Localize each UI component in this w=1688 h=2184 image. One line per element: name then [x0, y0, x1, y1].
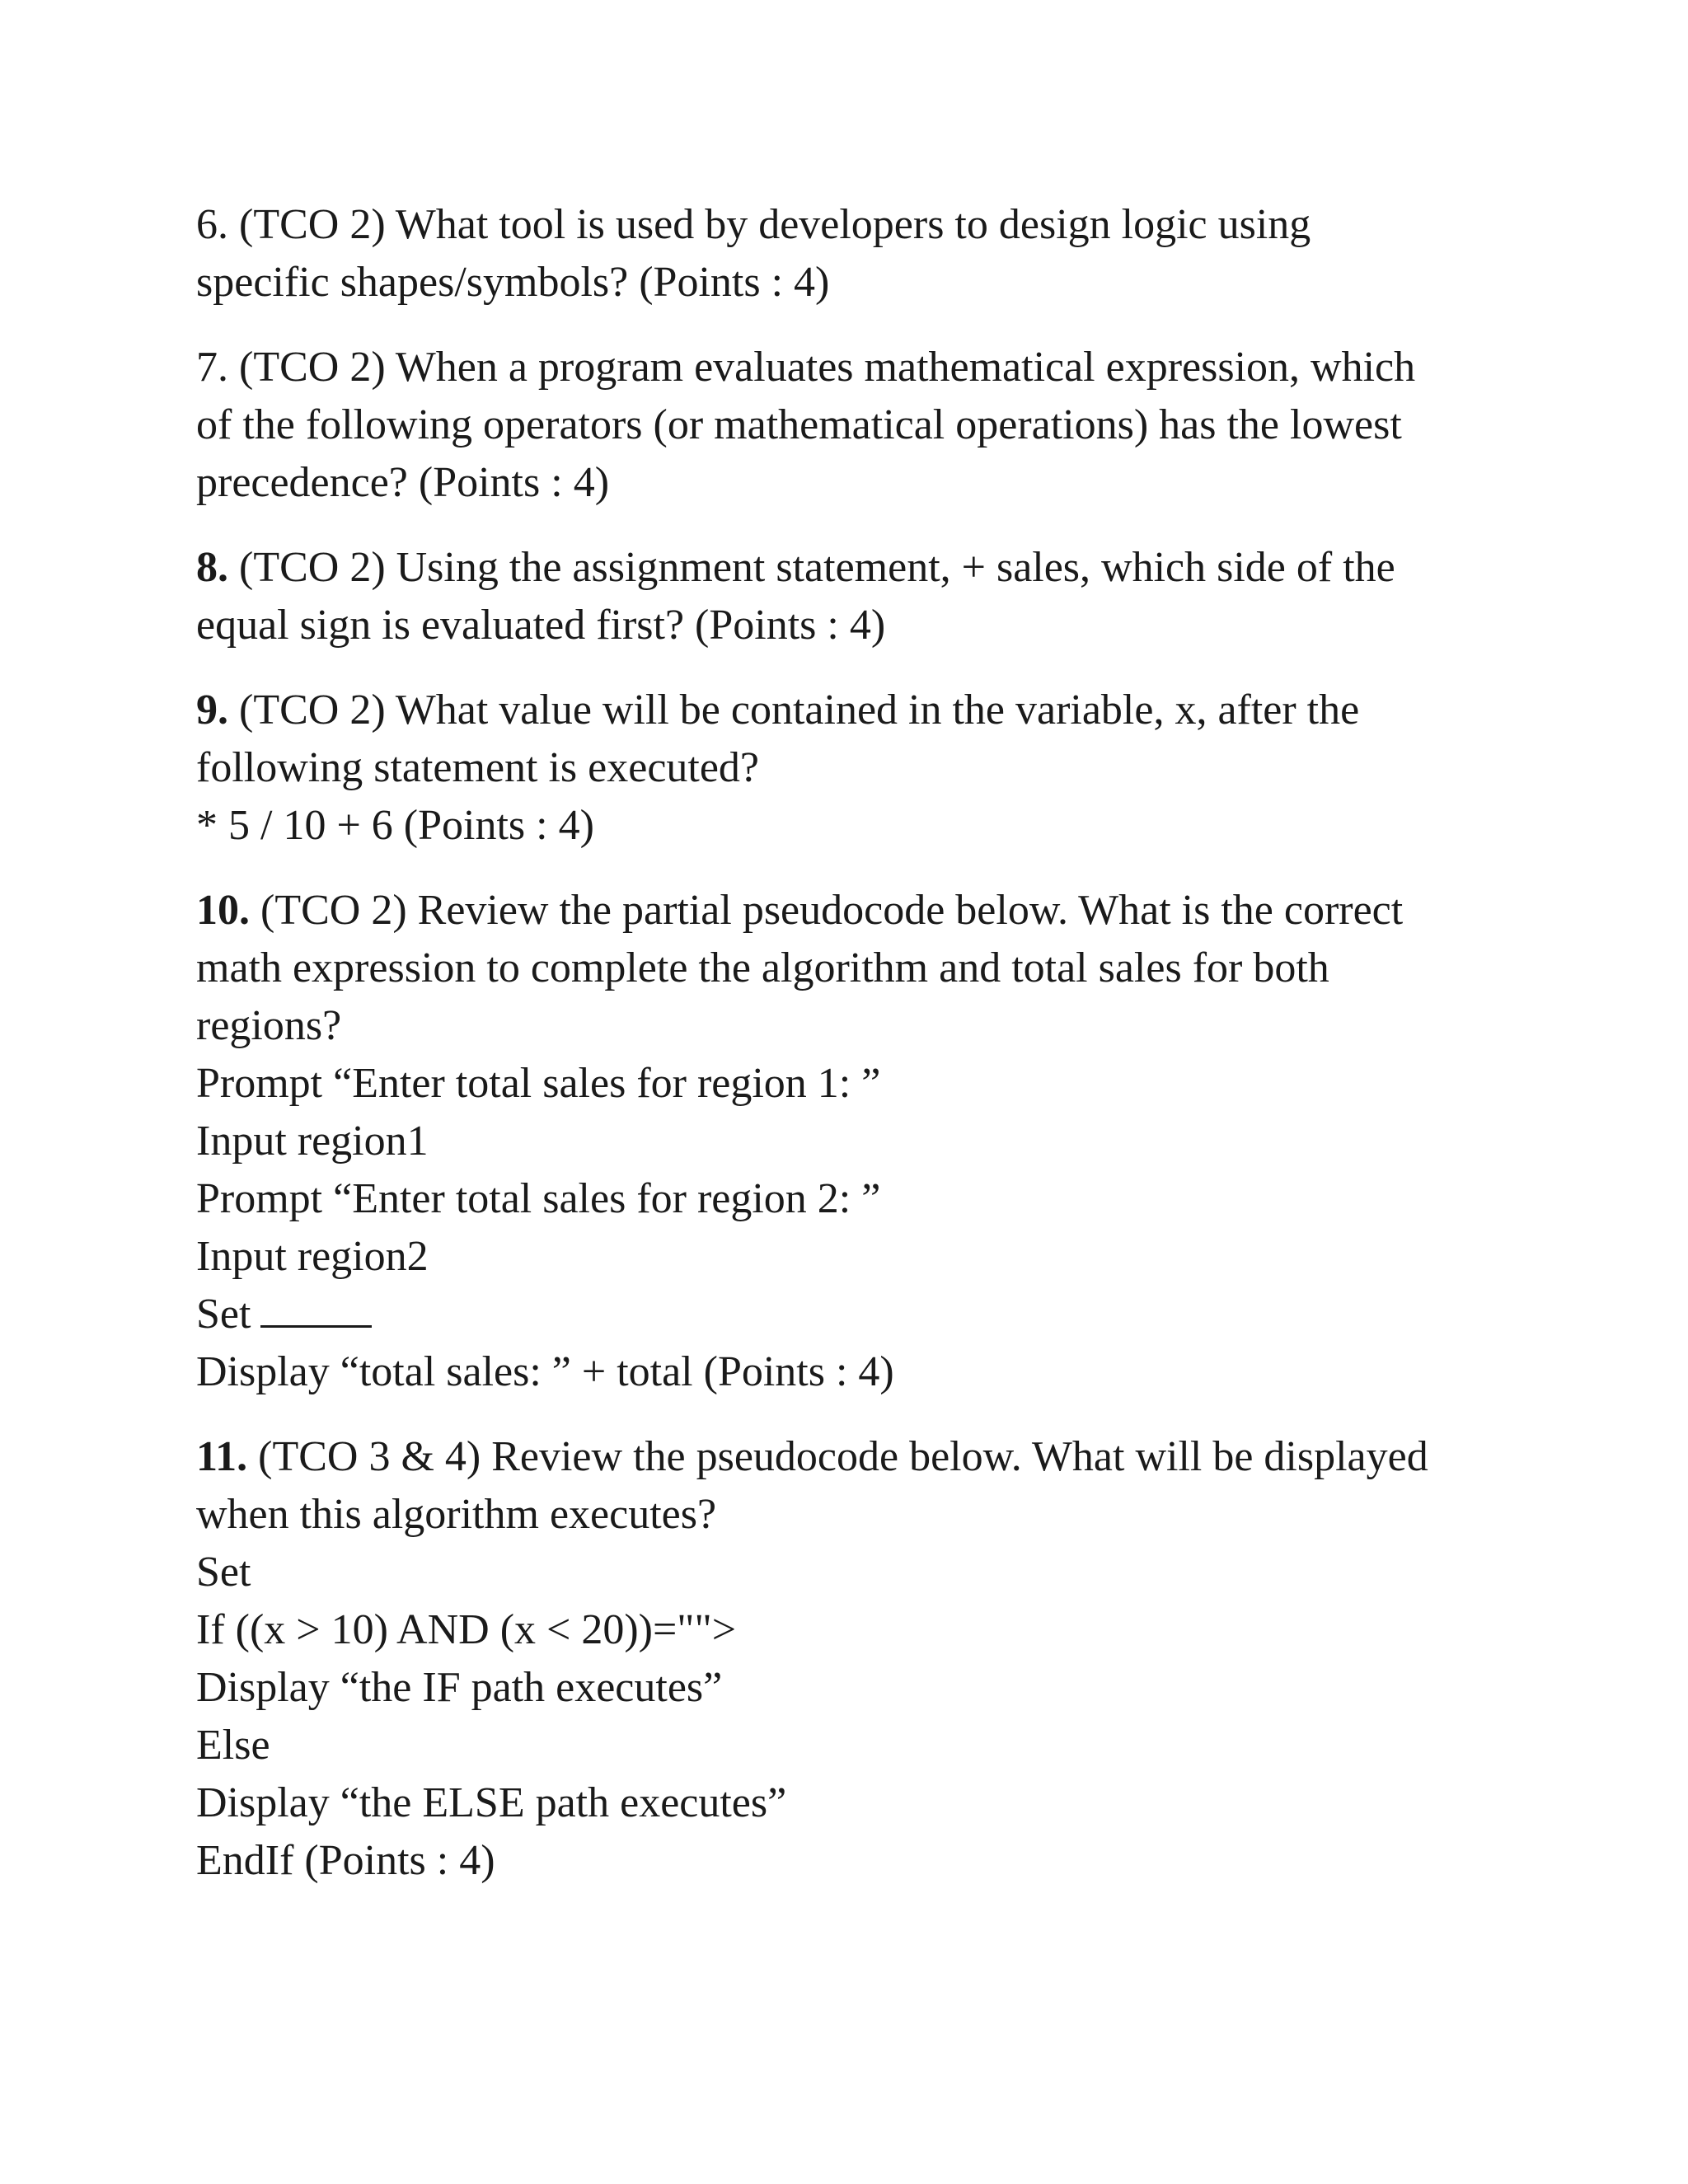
question-line — [196, 682, 1498, 739]
question-line — [196, 196, 1498, 254]
question-line — [196, 882, 1498, 940]
question-text: * 5 / 10 + 6 (Points : 4) — [196, 802, 594, 849]
pseudocode-line: Prompt “Enter total sales for region 1: ” — [196, 1060, 881, 1107]
pseudocode-line: Else — [196, 1722, 270, 1769]
question-number: 11. — [196, 1433, 248, 1480]
question-line — [196, 539, 1498, 597]
question-line — [196, 339, 1498, 396]
question-text: (TCO 2) Review the partial pseudocode below. What is the correct — [260, 887, 1404, 934]
question-number: 10. — [196, 887, 250, 934]
question-text: (TCO 3 & 4) Review the pseudocode below. What will be displayed — [258, 1433, 1428, 1480]
answer-blank — [260, 1292, 372, 1328]
question-text: equal sign is evaluated first? (Points : 4) — [196, 602, 886, 649]
pseudocode-line: Set — [196, 1549, 251, 1596]
question-number: 8. — [196, 544, 228, 591]
question-10 — [196, 882, 1498, 1401]
question-number: 7. — [196, 344, 228, 391]
question-text: math expression to complete the algorithm and total sales for both — [196, 944, 1329, 991]
question-text: (TCO 2) What tool is used by developers to design logic using — [239, 201, 1311, 248]
question-number: 6. — [196, 201, 228, 248]
question-text: (TCO 2) Using the assignment statement, + sales, which side of the — [239, 544, 1395, 591]
question-text: precedence? (Points : 4) — [196, 459, 610, 506]
pseudocode-line: Prompt “Enter total sales for region 2: ” — [196, 1175, 881, 1222]
question-number: 9. — [196, 687, 228, 733]
question-text: specific shapes/symbols? (Points : 4) — [196, 259, 830, 306]
question-7 — [196, 339, 1498, 512]
question-text: (TCO 2) When a program evaluates mathematical expression, which — [239, 344, 1416, 391]
pseudocode-line: Input region1 — [196, 1118, 429, 1165]
pseudocode-line: Display “total sales: ” + total (Points : 4) — [196, 1348, 894, 1395]
question-6 — [196, 196, 1498, 312]
question-text: following statement is executed? — [196, 744, 760, 791]
pseudocode-line: Display “the IF path executes” — [196, 1664, 723, 1711]
pseudocode-line: Display “the ELSE path executes” — [196, 1779, 787, 1826]
question-text: regions? — [196, 1002, 342, 1049]
set-keyword: Set — [196, 1291, 251, 1338]
question-text: when this algorithm executes? — [196, 1491, 717, 1538]
question-9 — [196, 682, 1498, 855]
pseudocode-line: If ((x > 10) AND (x < 20))=""> — [196, 1606, 737, 1653]
document-page — [196, 196, 1498, 1917]
pseudocode-line: EndIf (Points : 4) — [196, 1837, 495, 1884]
question-8 — [196, 539, 1498, 654]
pseudocode-line — [196, 1286, 1498, 1343]
question-text: of the following operators (or mathematical operations) has the lowest — [196, 401, 1402, 448]
question-line — [196, 1428, 1498, 1486]
pseudocode-line: Input region2 — [196, 1233, 429, 1280]
question-text: (TCO 2) What value will be contained in the variable, x, after the — [239, 687, 1360, 733]
question-11 — [196, 1428, 1498, 1890]
